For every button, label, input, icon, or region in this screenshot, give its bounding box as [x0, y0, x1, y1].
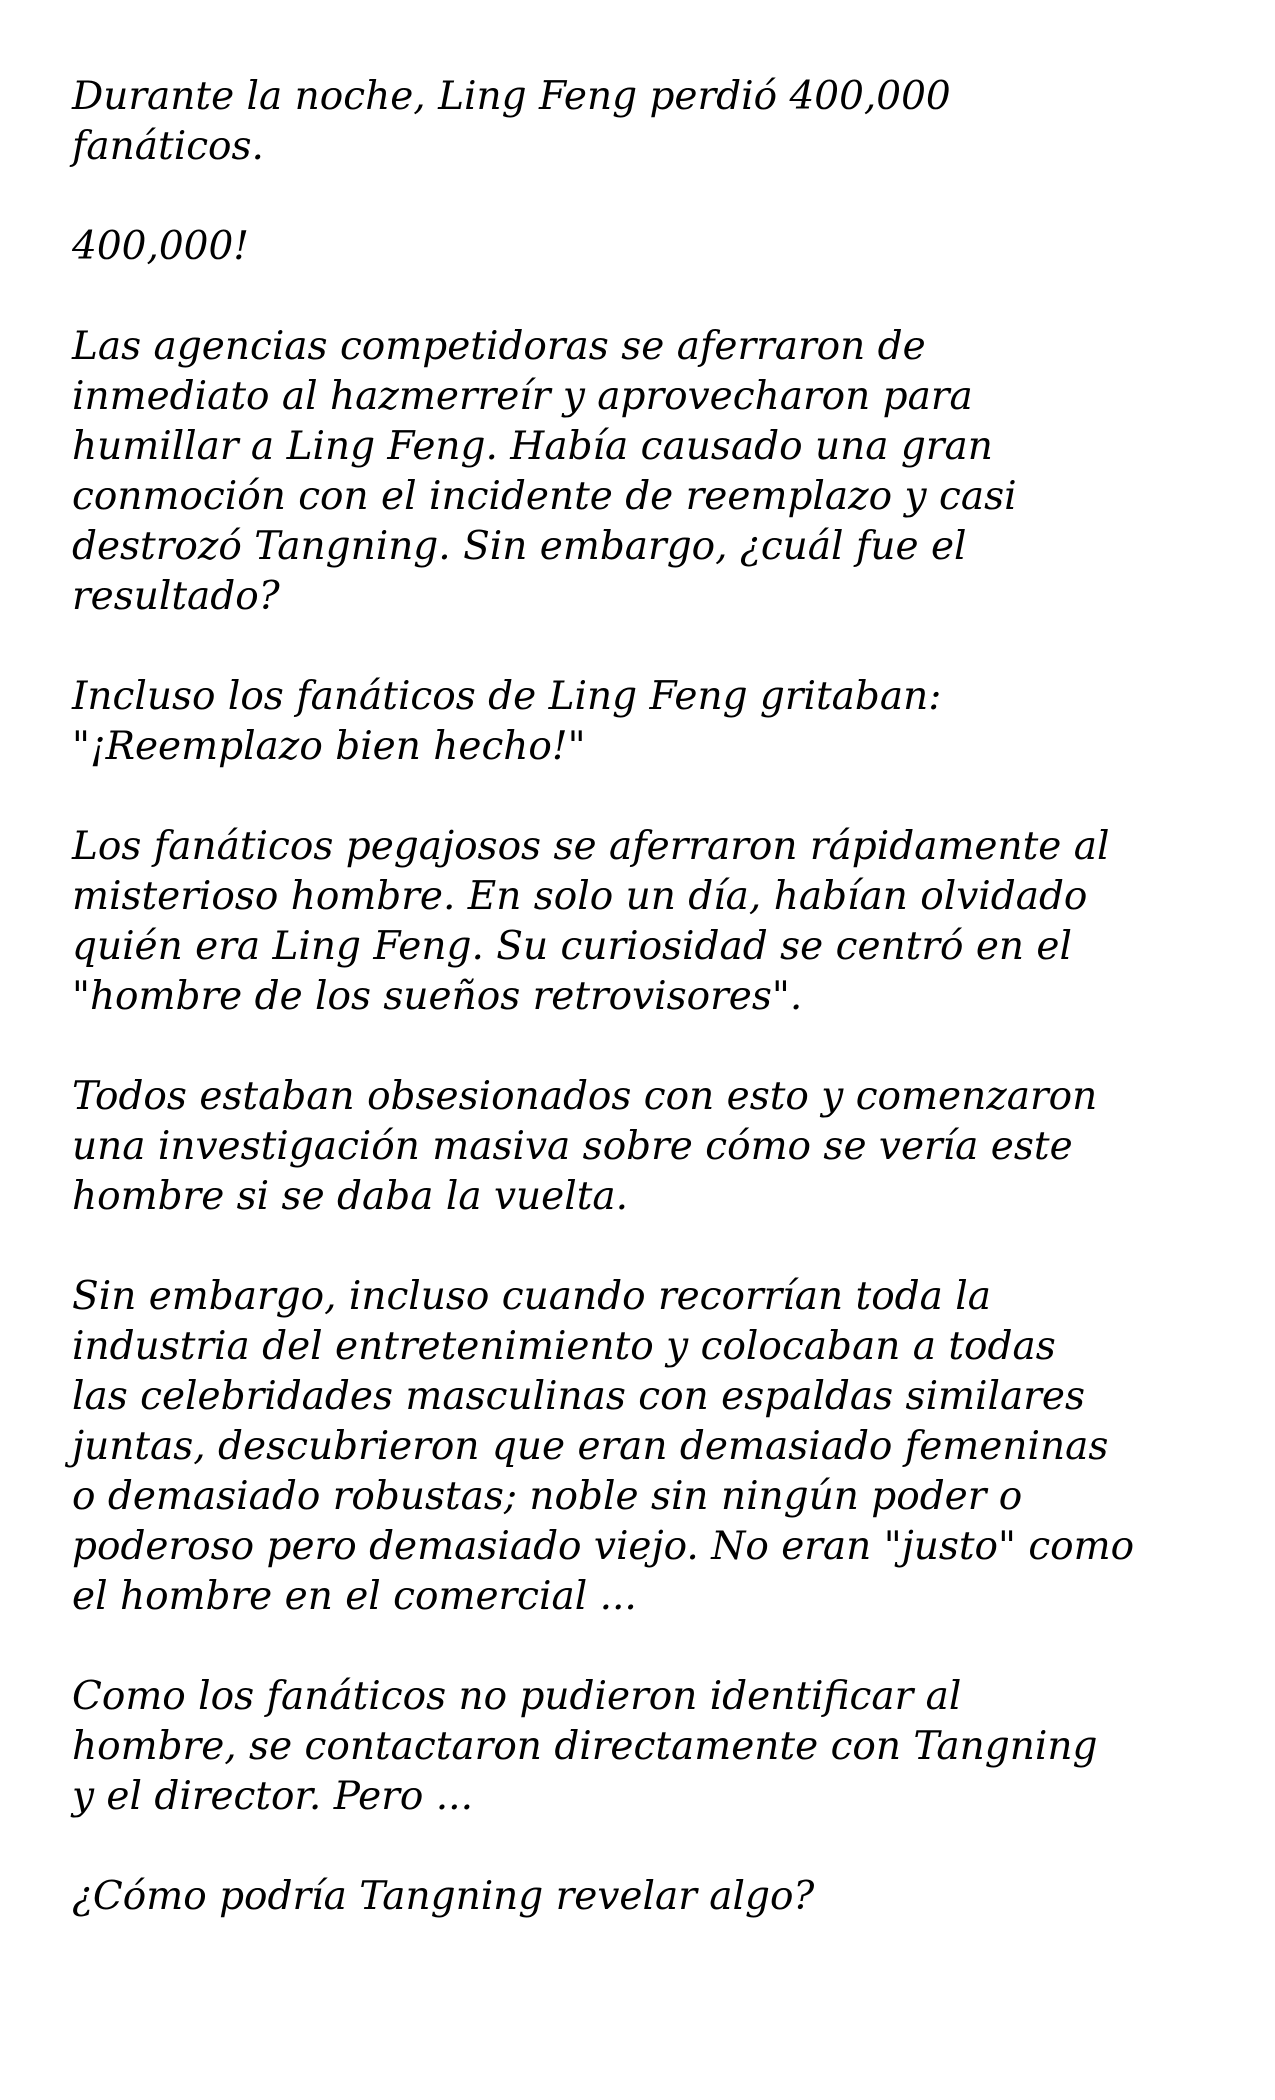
paragraph-8: Como los fanáticos no pudieron identificar al hombre, se contactaron directamente con Tangning y el director. Pero ...	[72, 1674, 1098, 1819]
paragraph-1: Durante la noche, Ling Feng perdió 400,000 fanáticos.	[72, 74, 951, 169]
paragraph-6: Todos estaban obsesionados con esto y comenzaron una investigación masiva sobre cómo se vería este hombre si se daba la vuelta.	[72, 1074, 1098, 1219]
paragraph-5: Los fanáticos pegajosos se aferraron rápidamente al misterioso hombre. En solo un día, habían olvidado quién era Ling Feng. Su curiosidad se centró en el "hombre de los sueños retrovisores".	[72, 824, 1110, 1019]
paragraph-3: Las agencias competidoras se aferraron de inmediato al hazmerreír y aprovecharon para humillar a Ling Feng. Había causado una gran conmoción con el incidente de reemplazo y casi destrozó Tangning. Sin embargo, ¿cuál fue el resultado?	[72, 324, 1017, 619]
paragraph-7: Sin embargo, incluso cuando recorrían toda la industria del entretenimiento y colocaban a todas las celebridades masculinas con espaldas similares juntas, descubrieron que eran demasiado femeninas o demasiado robustas; noble sin ningún poder o poderoso pero demasiado viejo. No eran "justo" como el hombre en el comercial ...	[72, 1274, 1135, 1619]
paragraph-4: Incluso los fanáticos de Ling Feng gritaban: "¡Reemplazo bien hecho!"	[72, 674, 942, 769]
document-body	[72, 72, 1212, 1922]
paragraph-9: ¿Cómo podría Tangning revelar algo?	[72, 1874, 815, 1919]
paragraph-2: 400,000!	[72, 224, 249, 269]
